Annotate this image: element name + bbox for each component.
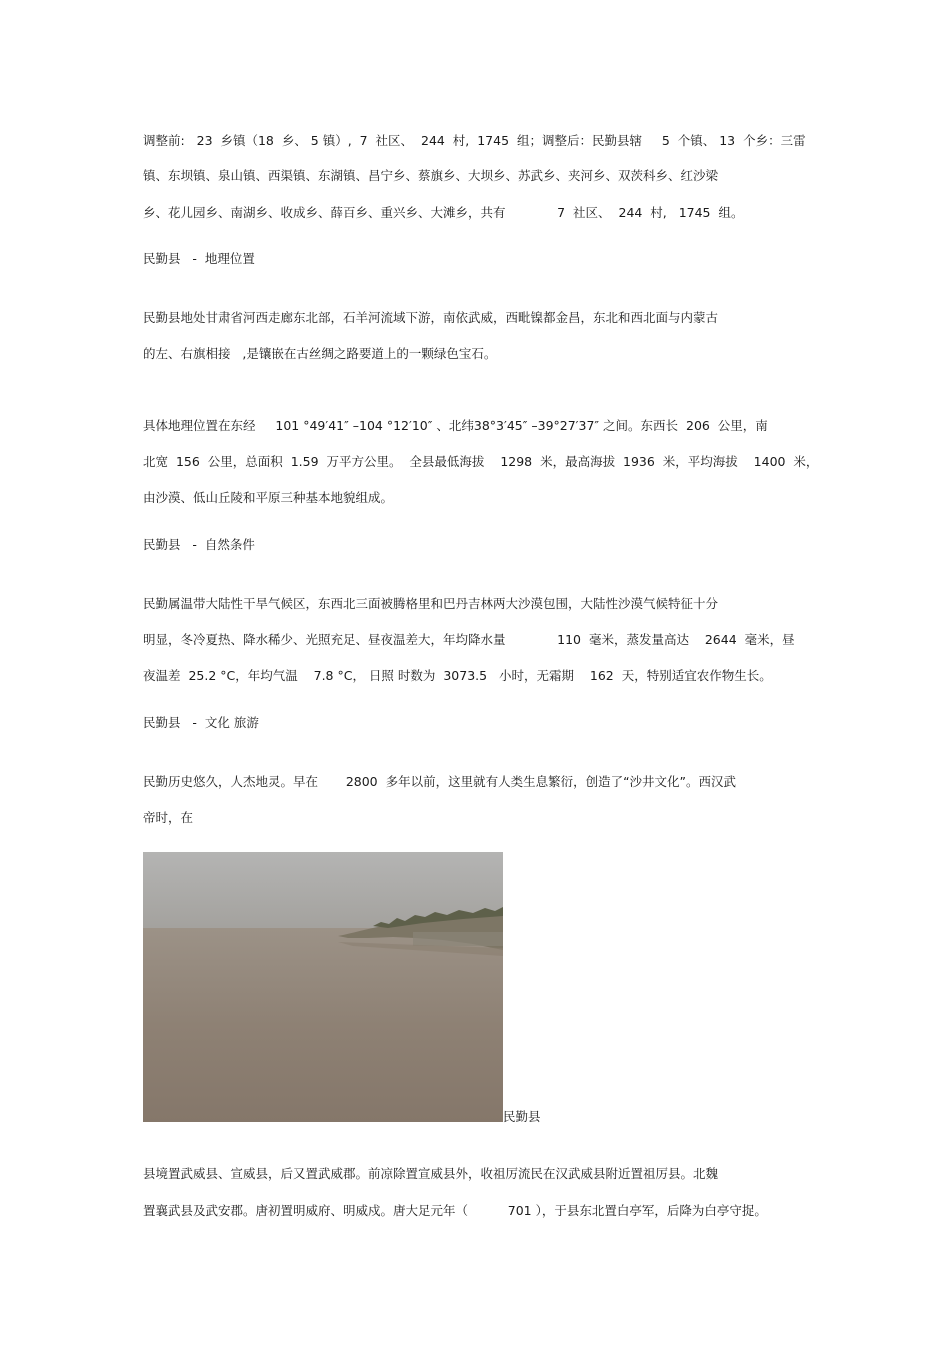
section-heading-geography: 民勤县 - 地理位置 <box>143 251 255 266</box>
lake-photo <box>143 852 503 1122</box>
text-line-coordinates-2: 北宽 156 公里，总面积 1.59 万平方公里。 全县最低海拔 1298 米，最高海拔 1936 米，平均海拔 1400 米， <box>143 454 819 469</box>
embankment <box>413 932 503 946</box>
text-line-coordinates-1: 具体地理位置在东经 101 °49′41″ –104 °12′10″ 、北纬38°3′45″ –39°27′37″ 之间。东西长 206 公里，南 <box>143 418 768 433</box>
section-heading-nature: 民勤县 - 自然条件 <box>143 537 255 552</box>
text-line-geography-1: 民勤县地处甘肃省河西走廊东北部，石羊河流域下游，南依武威，西毗镍都金昌，东北和西北面与内蒙古 <box>143 310 719 325</box>
water <box>143 928 503 1122</box>
text-line-history-3: 县境置武威县、宣威县，后又置武威郡。前凉除置宣威县外，收祖厉流民在汉武威县附近置祖厉县。北魏 <box>143 1166 719 1181</box>
text-line-history-2: 帝时，在 <box>143 810 194 825</box>
text-line-adjustment-2: 镇、东坝镇、泉山镇、西渠镇、东湖镇、昌宁乡、蔡旗乡、大坝乡、苏武乡、夹河乡、双茨科乡、红沙梁 <box>143 168 719 183</box>
photo-caption: 民勤县 <box>503 1109 541 1124</box>
text-line-history-1: 民勤历史悠久，人杰地灵。早在 2800 多年以前，这里就有人类生息繁衍，创造了“沙井文化”。西汉武 <box>143 774 737 789</box>
text-line-coordinates-3: 由沙漠、低山丘陵和平原三种基本地貌组成。 <box>143 490 394 505</box>
text-line-geography-2: 的左、右旗相接 ,是镶嵌在古丝绸之路要道上的一颗绿色宝石。 <box>143 346 497 361</box>
text-line-adjustment-1: 调整前: 23 乡镇（18 乡、 5 镇）, 7 社区、 244 村, 1745 组；调整后：民勤县辖 5 个镇、 13 个乡：三雷 <box>143 133 806 148</box>
section-heading-culture: 民勤县 - 文化 旅游 <box>143 715 259 730</box>
text-line-climate-2: 明显，冬冷夏热、降水稀少、光照充足、昼夜温差大，年均降水量 110 毫米，蒸发量高达 2644 毫米，昼 <box>143 632 795 647</box>
text-line-adjustment-3: 乡、花儿园乡、南湖乡、收成乡、薛百乡、重兴乡、大滩乡，共有 7 社区、 244 村, 1745 组。 <box>143 205 744 220</box>
text-line-history-4: 置襄武县及武安郡。唐初置明威府、明威戍。唐大足元年（ 701 ），于县东北置白亭军，后降为白亭守捉。 <box>143 1203 767 1218</box>
text-line-climate-3: 夜温差 25.2 °C，年均气温 7.8 °C， 日照 时数为 3073.5 小时，无霜期 162 天，特别适宜农作物生长。 <box>143 668 772 683</box>
text-line-climate-1: 民勤属温带大陆性干旱气候区，东西北三面被腾格里和巴丹吉林两大沙漠包围，大陆性沙漠气候特征十分 <box>143 596 719 611</box>
